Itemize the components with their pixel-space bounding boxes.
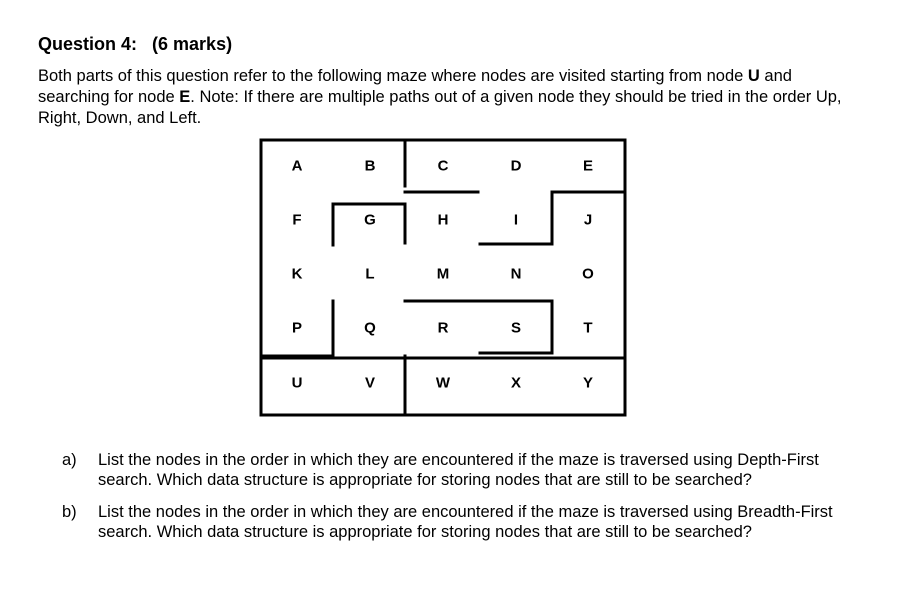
cell-label: D (510, 157, 522, 175)
intro-text-2: and searching for node (38, 67, 792, 106)
cell-label: F (292, 211, 302, 229)
cell-label: K (291, 265, 303, 283)
cell-label: P (291, 319, 303, 337)
cell-label: J (583, 211, 593, 229)
cell-label: L (365, 265, 375, 283)
cell-label: A (291, 157, 303, 175)
start-node: U (747, 67, 760, 85)
cell-label: O (582, 265, 594, 283)
cell-label: Y (582, 374, 594, 392)
cell-label: U (291, 374, 303, 392)
cell-label: T (583, 319, 593, 337)
part-text: List the nodes in the order in which they are encountered if the maze is traversed using Breadth-First search. Which data structure is appropriate for storing nodes that are still to be searched? (98, 503, 833, 541)
cell-label: E (582, 157, 594, 175)
cell-label: G (364, 211, 376, 229)
question-parts (62, 450, 862, 554)
cell-label: W (435, 374, 451, 392)
question-title: Question 4: (38, 34, 138, 54)
part-label: a) (62, 451, 77, 469)
intro-text-3: . Note: If there are multiple paths out of a given node they should be tried in the order Up, Right, Down, and Left. (38, 88, 842, 127)
cell-label: X (510, 374, 522, 392)
cell-label: I (513, 211, 519, 229)
cell-label: H (437, 211, 449, 229)
intro-text-1: Both parts of this question refer to the following maze where nodes are visited starting from node (38, 67, 748, 85)
part-label: b) (62, 503, 77, 521)
cell-label: R (437, 319, 449, 337)
cell-label: S (510, 319, 522, 337)
question-marks: (6 marks) (152, 34, 233, 54)
goal-node: E (179, 88, 191, 106)
cell-label: C (437, 157, 449, 175)
cell-label: B (364, 157, 376, 175)
cell-label: N (510, 265, 522, 283)
question-part-b (62, 502, 862, 542)
part-text: List the nodes in the order in which they are encountered if the maze is traversed using Depth-First search. Which data structure is appropriate for storing nodes that are still to be searched? (98, 451, 819, 489)
cell-label: M (436, 265, 450, 283)
cell-label: Q (364, 319, 376, 337)
cell-label: V (364, 374, 376, 392)
question-part-a (62, 450, 862, 490)
